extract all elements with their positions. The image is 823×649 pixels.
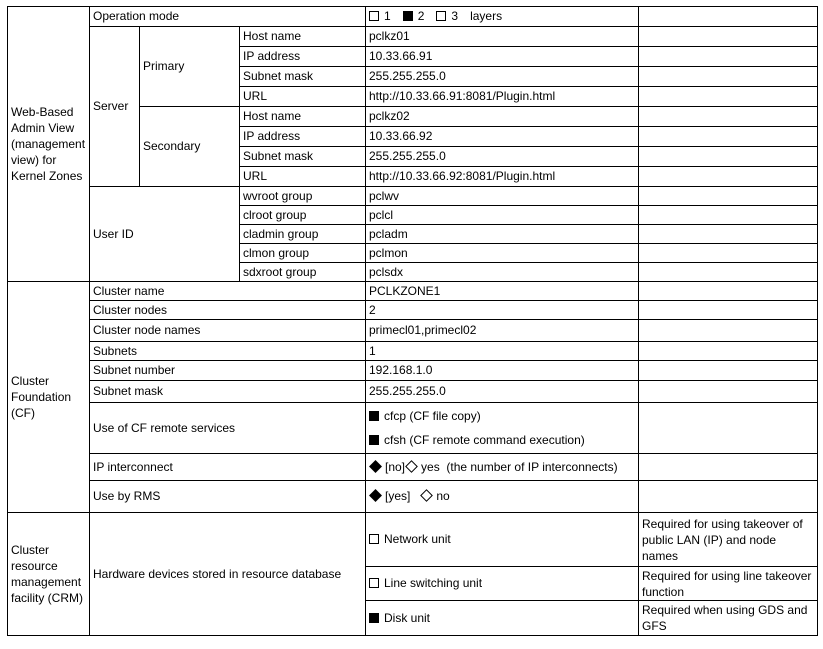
field-label: Subnet mask <box>240 67 366 87</box>
field-label: IP address <box>240 47 366 67</box>
note-cell <box>639 381 818 403</box>
field-value: 255.255.255.0 <box>366 147 639 167</box>
radio-unselected-icon[interactable] <box>420 489 433 502</box>
note-cell <box>639 127 818 147</box>
field-ip-interconnect: IP interconnect <box>90 454 366 481</box>
note-cell <box>639 27 818 47</box>
subgroup-label-primary: Primary <box>140 27 240 107</box>
radio-selected-icon[interactable] <box>369 460 382 473</box>
note-cell <box>639 87 818 107</box>
radio-selected-icon[interactable] <box>369 489 382 502</box>
checkbox-unchecked-icon[interactable] <box>369 578 379 588</box>
cfcp-option[interactable] <box>369 404 635 428</box>
item-note: Required when using GDS and GFS <box>639 601 818 636</box>
field-label: sdxroot group <box>240 263 366 282</box>
group-label-server: Server <box>90 27 140 187</box>
field-label: IP address <box>240 127 366 147</box>
note-cell <box>639 167 818 187</box>
field-value: pclkz02 <box>366 107 639 127</box>
note-cell <box>639 187 818 206</box>
field-label: Cluster node names <box>90 320 366 342</box>
ip-interconnect-options <box>366 454 639 481</box>
operation-mode-options <box>366 7 639 27</box>
field-label: URL <box>240 87 366 107</box>
checkbox-checked-icon[interactable] <box>403 11 413 21</box>
cfsh-option[interactable] <box>369 428 635 452</box>
field-label: Host name <box>240 27 366 47</box>
item-label: Network unit <box>384 532 451 546</box>
field-value: http://10.33.66.92:8081/Plugin.html <box>366 167 639 187</box>
checkbox-unchecked-icon[interactable] <box>369 11 379 21</box>
ip-interconnect-note: (the number of IP interconnects) <box>446 459 618 474</box>
checkbox-unchecked-icon[interactable] <box>436 11 446 21</box>
note-cell <box>639 361 818 381</box>
field-label: Cluster name <box>90 282 366 301</box>
field-label: Subnet mask <box>240 147 366 167</box>
note-cell <box>639 107 818 127</box>
option-3-label: 3 <box>451 9 459 23</box>
cfsh-label: cfsh (CF remote command execution) <box>384 433 585 447</box>
field-value: pclcl <box>366 206 639 225</box>
field-label: clroot group <box>240 206 366 225</box>
option-no-label: [no] <box>385 459 406 474</box>
note-cell <box>639 244 818 263</box>
field-value: pclwv <box>366 187 639 206</box>
field-value: pcladm <box>366 225 639 244</box>
note-cell <box>639 147 818 167</box>
section-label-crm: Cluster resource management facility (CRM) <box>8 513 90 636</box>
use-by-rms-options <box>366 481 639 513</box>
item-note: Required for using takeover of public LAN (IP) and node names <box>639 513 818 567</box>
note-cell <box>639 403 818 454</box>
checkbox-checked-icon[interactable] <box>369 411 379 421</box>
option-yes-label: yes <box>421 459 440 474</box>
subgroup-label-secondary: Secondary <box>140 107 240 187</box>
field-label: Subnet mask <box>90 381 366 403</box>
cf-remote-services-options <box>366 403 639 454</box>
option-yes-label: [yes] <box>385 489 411 503</box>
note-cell <box>639 282 818 301</box>
field-value: PCLKZONE1 <box>366 282 639 301</box>
field-label: clmon group <box>240 244 366 263</box>
field-value: 255.255.255.0 <box>366 67 639 87</box>
note-cell <box>639 301 818 320</box>
note-cell <box>639 320 818 342</box>
note-cell <box>639 263 818 282</box>
field-hardware-devices: Hardware devices stored in resource database <box>90 513 366 636</box>
option-1-label: 1 <box>384 9 391 23</box>
field-label: wvroot group <box>240 187 366 206</box>
field-use-by-rms: Use by RMS <box>90 481 366 513</box>
field-value: pclmon <box>366 244 639 263</box>
configuration-table <box>7 6 818 636</box>
field-value: 192.168.1.0 <box>366 361 639 381</box>
note-cell <box>639 47 818 67</box>
note-cell <box>639 206 818 225</box>
field-label: Host name <box>240 107 366 127</box>
item-label: Line switching unit <box>384 576 483 590</box>
field-value: pclsdx <box>366 263 639 282</box>
field-value: 10.33.66.92 <box>366 127 639 147</box>
crm-item-disk[interactable] <box>366 601 639 636</box>
crm-item-line-switching[interactable] <box>366 567 639 601</box>
item-note: Required for using line takeover function <box>639 567 818 601</box>
item-label: Disk unit <box>384 610 431 625</box>
field-operation-mode: Operation mode <box>90 7 366 27</box>
field-value: 2 <box>366 301 639 320</box>
field-value: http://10.33.66.91:8081/Plugin.html <box>366 87 639 107</box>
note-cell <box>639 67 818 87</box>
option-suffix: layers <box>470 9 503 23</box>
option-2-label: 2 <box>417 9 425 23</box>
field-value: 1 <box>366 342 639 361</box>
field-value: 255.255.255.0 <box>366 381 639 403</box>
option-no-label: no <box>436 489 450 503</box>
note-cell <box>639 342 818 361</box>
checkbox-checked-icon[interactable] <box>369 613 379 623</box>
checkbox-unchecked-icon[interactable] <box>369 534 379 544</box>
field-label: URL <box>240 167 366 187</box>
field-label: Subnets <box>90 342 366 361</box>
field-value: primecl01,primecl02 <box>366 320 639 342</box>
cfcp-label: cfcp (CF file copy) <box>384 409 481 423</box>
note-cell <box>639 481 818 513</box>
field-label: Subnet number <box>90 361 366 381</box>
group-label-user-id: User ID <box>90 187 240 282</box>
section-label-cf: Cluster Foundation (CF) <box>8 282 90 513</box>
note-cell <box>639 225 818 244</box>
crm-item-network[interactable] <box>366 513 639 567</box>
field-label: Cluster nodes <box>90 301 366 320</box>
checkbox-checked-icon[interactable] <box>369 435 379 445</box>
field-cf-remote-services: Use of CF remote services <box>90 403 366 454</box>
note-cell <box>639 454 818 481</box>
radio-unselected-icon[interactable] <box>405 460 418 473</box>
field-value: 10.33.66.91 <box>366 47 639 67</box>
field-value: pclkz01 <box>366 27 639 47</box>
section-label-wbav: Web-Based Admin View (management view) for Kernel Zones <box>8 7 90 282</box>
note-cell <box>639 7 818 27</box>
field-label: cladmin group <box>240 225 366 244</box>
